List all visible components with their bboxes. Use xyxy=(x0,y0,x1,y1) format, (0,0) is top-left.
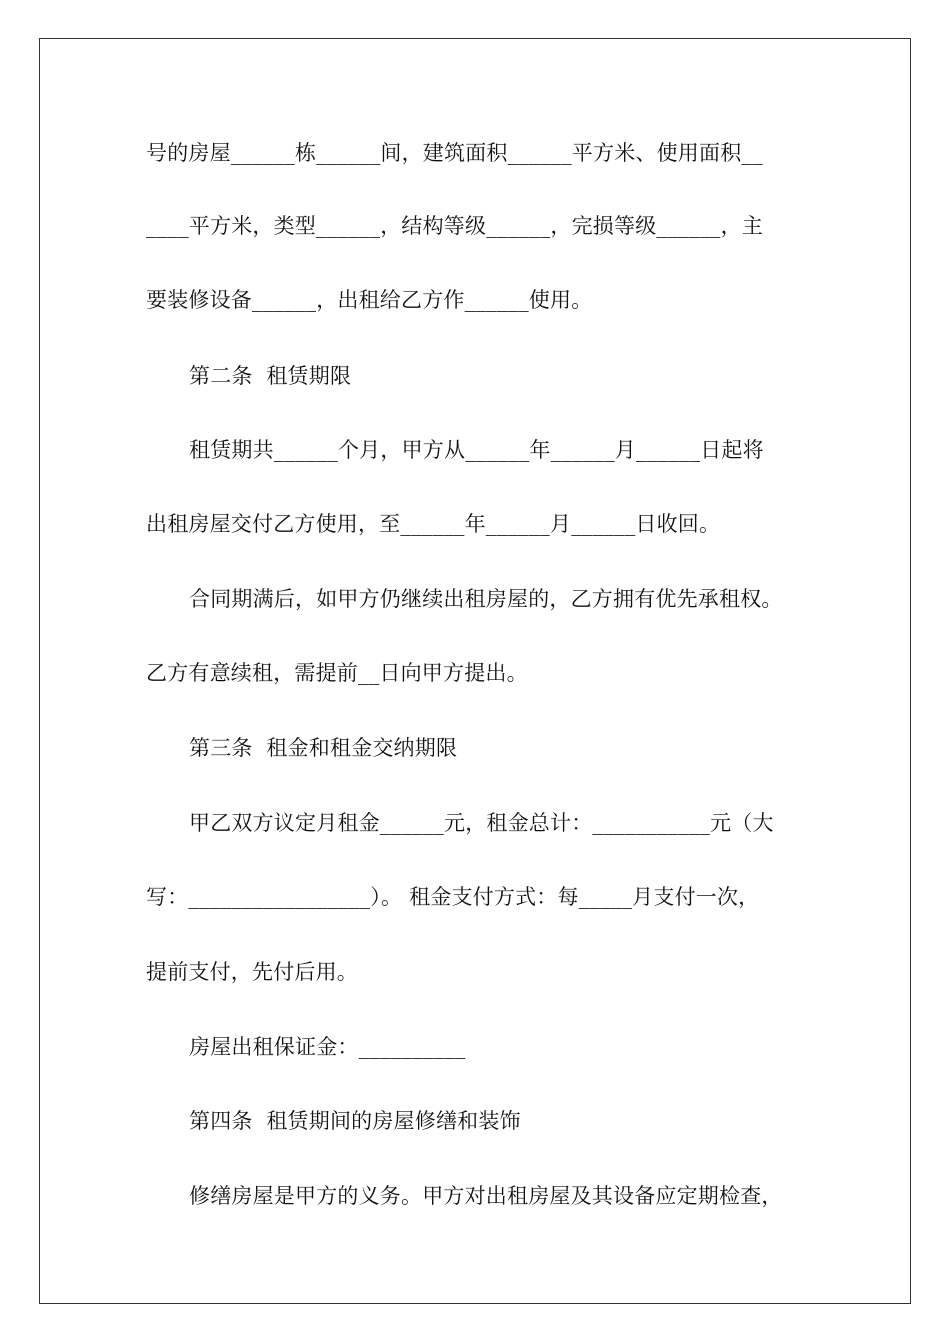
text-line-13: 房屋出租保证金：__________ xyxy=(189,1035,466,1059)
text-line-8: 乙方有意续租，需提前__日向甲方提出。 xyxy=(146,661,528,685)
section-heading-4: 第四条 租赁期间的房屋修缮和装饰 xyxy=(189,1109,521,1133)
section-heading-2: 第二条 租赁期限 xyxy=(189,364,352,388)
section-heading-3: 第三条 租金和租金交纳期限 xyxy=(189,736,458,760)
text-line-6: 出租房屋交付乙方使用，至______年______月______日收回。 xyxy=(146,512,721,536)
text-line-11: 写：_________________）。 租金支付方式：每_____月支付一次， xyxy=(146,885,760,909)
text-line-3: 要装修设备______，出租给乙方作______使用。 xyxy=(146,288,593,312)
text-line-12: 提前支付，先付后用。 xyxy=(146,960,358,984)
text-line-5: 租赁期共______个月，甲方从______年______月______日起将 xyxy=(189,438,764,462)
text-line-7: 合同期满后，如甲方仍继续出租房屋的，乙方拥有优先承租权。 xyxy=(189,587,783,611)
text-line-2: ____平方米，类型______，结构等级______，完损等级______，主 xyxy=(146,214,763,238)
text-line-10: 甲乙双方议定月租金______元，租金总计：___________元（大 xyxy=(189,811,774,835)
text-line-15: 修缮房屋是甲方的义务。甲方对出租房屋及其设备应定期检查， xyxy=(189,1184,783,1208)
text-line-1: 号的房屋______栋______间，建筑面积______平方米、使用面积__ xyxy=(146,141,763,165)
